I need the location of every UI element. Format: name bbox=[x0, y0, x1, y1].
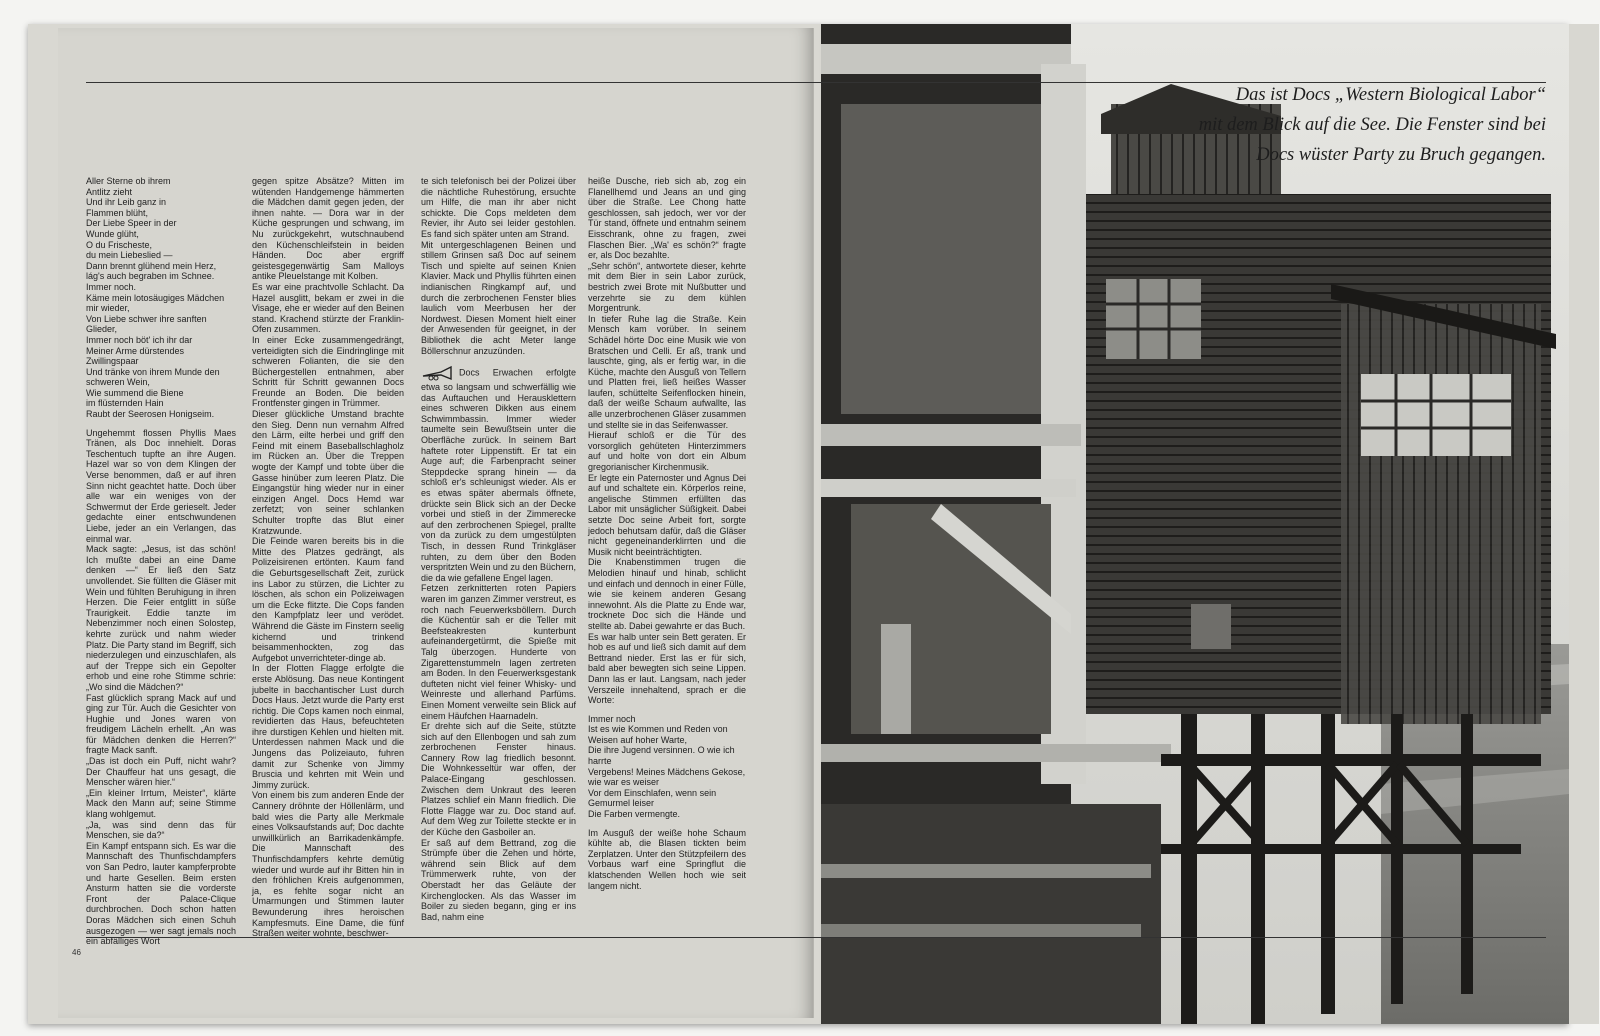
paragraph: Mit untergeschlagenen Beinen und stillem Grinsen saß Doc auf seinem Tisch und spielte auf seinen Knien Klavier. Mack und Phyllis führten einen indianischen Ringkampf auf, und durch die zerbrochenen Fenster blies laulich vom Meerbusen her der Nordwest. Diesen Moment hielt einer der Anwesenden für geeignet, in der Bibliothek die acht Meter lange Böllerschnur anzuzünden. bbox=[421, 239, 576, 356]
paragraph: „Das ist doch ein Puff, nicht wahr? Der Chauffeur hat uns gesagt, die Menscher wären hier.“ bbox=[86, 756, 236, 788]
paragraph: „Ein kleiner Irrtum, Meister“, klärte Mack den Mann auf; seine Stimme klang wohlgemut. bbox=[86, 787, 236, 820]
bottom-rule bbox=[86, 937, 1546, 938]
paragraph: Fetzen zerknitterten roten Papiers waren im ganzen Zimmer verstreut, es roch nach Feuerwerksböllern. Durch die Küchentür sah er die Teller mit Beefsteakresten kunterbunt aufeinandergetürmt, die Spieße mit Talg überzogen. Hunderte von Zigarettenstummeln lagen zertreten am Boden. In den Feuerwerksgestank dufteten nicht viel feiner Whisky- und Weinreste und allerhand Parfüms. Einen Moment verweilte sein Blick auf einem Häufchen Haarnadeln. bbox=[421, 583, 576, 721]
paragraph-with-vignette bbox=[421, 364, 576, 583]
building-on-stilts-photo bbox=[821, 24, 1569, 1024]
text-column-2 bbox=[252, 176, 404, 939]
paragraph: Von einem bis zum anderen Ende der Cannery dröhnte der Höllenlärm, und bald wies die Party alle Merkmale eines Volksaufstands auf; Doc dachte unwillkürlich an Barrikadenkämpfe. Die Mannschaft des Thunfischdampfers kehrte demütig wieder und wurde auf ihr Bitten hin in den fröhlichen Kreis aufgenommen, ja, es fehlte sogar nicht an Umarmungen und Stimmen lauter Bewunderung ihres heroischen Kampfesmuts. Eine Dame, die fünf Straßen weiter wohnte, beschwer- bbox=[252, 790, 404, 939]
paragraph: In einer Ecke zusammengedrängt, verteidigten sich die Eindringlinge mit schweren Folianten, die sie den Büchergestellen entnahmen, aber Schritt für Schritt gewannen Docs Freunde an Boden. Die beiden Frontfenster gingen in Trümmer. bbox=[252, 334, 404, 409]
paragraph: heiße Dusche, rieb sich ab, zog ein Flanellhemd und Jeans an und ging über die Straße. Lee Chong hatte geschlossen, sah jedoch, wer vor der Tür stand, öffnete und entnahm seinem Eisschrank, ohne zu fragen, zwei Flaschen Bier. „Wa' es schön?“ fragte er, als Doc bezahlte. bbox=[588, 176, 746, 261]
text-column-1 bbox=[86, 176, 236, 947]
paragraph: Es war halb unter sein Bett geraten. Er hob es auf und ließ sich damit auf dem Bettrand nieder. Erst las er für sich, bald aber bewegten sich seine Lippen. Dann las er laut. Langsam, nach jeder Verszeile innehaltend, sprach er die Worte: bbox=[588, 631, 746, 706]
text-column-4 bbox=[588, 176, 746, 891]
paragraph-text: Docs Erwachen erfolgte etwa so langsam und schwerfällig wie das Auftauchen und Herausklettern eines schweren Dikken aus einem Schwimmbassin. Immer wieder taumelte sein Bewußtsein unter die Oberfläche zurück. In seinem Bart haftete roter Lippenstift. Er tat ein Auge auf; die Farbenpracht seiner Steppdecke sprang hinein — da schloß er's schleunigst wieder. Als er es etwas später abermals öffnete, drückte sein Blick sich an der Decke vorbei und stieß in der Zimmerecke auf den zerbrochenen Spiegel, prallte von da zurück zu dem umgestülpten Tisch, in dessen Rund Trinkgläser ruhten, zu dem über den Boden verspritzten Wein und zu den Büchern, die da wie gefallene Engel lagen. bbox=[421, 367, 576, 583]
text-column-3 bbox=[421, 176, 576, 922]
page-number: 46 bbox=[72, 948, 81, 957]
paragraph: gegen spitze Absätze? Mitten im wütenden Handgemenge hämmerten die Mädchen damit gegen jeden, der ihnen nahte. — Dora war in der Küche gesprungen und schwang, im Nu zurückgekehrt, wutschnaubend den Küchenschleifstein in beiden Händen. Doc aber ergriff geistesgegenwärtig Sam Malloys antike Pleuelstange mit Kolben. bbox=[252, 176, 404, 282]
paragraph: Ein Kampf entspann sich. Es war die Mannschaft des Thunfischdampfers von San Pedro, lauter kampferprobte und harte Gesellen. Beim ersten Ansturm hatten sie die vorderste Front der Palace-Clique durchbrochen. Doch schon hatten Doras Mädchen sich einen Schuh ausgezogen — wer sagt jemals noch ein abfälliges Wort bbox=[86, 840, 236, 947]
paragraph: Er drehte sich auf die Seite, stützte sich auf den Ellenbogen und sah zum zerbrochenen Fenster hinaus. Cannery Row lag friedlich besonnt. Die Wohnkesseltür war offen, der Palace-Eingang geschlossen. Zwischen dem Unkraut des leeren Platzes schlief ein Mann friedlich. Die Flotte Flagge war zu. Doc stand auf. Auf dem Weg zur Toilette steckte er in der Küche den Gasboiler an. bbox=[421, 721, 576, 838]
paragraph: Es war eine prachtvolle Schlacht. Da Hazel ausglitt, bekam er zwei in die Visage, ehe er wieder auf den Beinen stand. Krachend stürzte der Franklin-Ofen zusammen. bbox=[252, 281, 404, 335]
paragraph: Dieser glückliche Umstand brachte den Sieg. Denn nun vernahm Alfred den Lärm, eilte herbei und griff den Feind mit einem Baseballschlagholz im Rücken an. Über die Treppen wogte der Kampf und tobte über die Gasse hinüber zum leeren Platz. Die Eingangstür hing wieder nur in einer einzigen Angel. Docs Hemd war zerfetzt; von seiner schlanken Schulter tropfte das Blut einer Kratzwunde. bbox=[252, 409, 404, 536]
magazine-spread bbox=[28, 24, 1568, 1024]
paragraph: „Ja, was sind denn das für Menschen, sie da?“ bbox=[86, 819, 236, 841]
paragraph: Mack sagte: „Jesus, ist das schön! Ich mußte dabei an eine Dame denken —“ Er ließ den Satz unvollendet. Sie füllten die Gläser mit Wein und fühlten Beruhigung in ihren Herzen. Die Feier entglitt in süße Traurigkeit. Eddie tanzte im Nebenzimmer noch einen Solostep, kehrte zurück und nahm wieder Platz. Die Party stand im Begriff, sich niederzulegen und einzuschlafen, als auf der Treppe sich ein Gepolter erhob und eine rohe Stimme schrie: „Wo sind die Mädchen?“ bbox=[86, 544, 236, 692]
caption-line: Das ist Docs „Western Biological Labor“ bbox=[1235, 85, 1546, 105]
poem-stanza: Aller Sterne ob ihrem Antlitz zieht Und ihr Leib ganz in Flammen blüht, Der Liebe Speer in der Wunde glüht, O du Frischeste, du mein Liebeslied — Dann brennt glühend mein Herz, lág's auch begraben im Schnee. Immer noch. Käme mein lotosäugiges Mädchen mir wieder, Von Liebe schwer ihre sanften Glieder, Immer noch böt' ich ihr dar Meiner Arme dürstendes Zwillingspaar Und tränke von ihrem Munde den schweren Wein, Wie summend die Biene im flüsternden Hain Raubt der Seerosen Honigseim. bbox=[86, 176, 225, 420]
poem-stanza: Immer noch Ist es wie Kommen und Reden von Weisen auf hoher Warte, Die ihre Jugend versinnen. O wie ich harrte Vergebens! Meines Mädchens Gekose, wie war es weiser Vor dem Einschlafen, wenn sein Gemurmel leiser Die Farben vermengte. bbox=[588, 713, 746, 820]
paragraph: Er legte ein Paternoster und Agnus Dei auf und schaltete ein. Körperlos reine, angelische Stimmen erfüllten das Labor mit unsäglicher Süßigkeit. Dabei setzte Doc seine Arbeit fort, sorgte jedoch behutsam dafür, daß die Gläser nicht gegeneinanderklirrten und die Musik nicht beeinträchtigten. bbox=[588, 472, 746, 557]
paragraph: Er saß auf dem Bettrand, zog die Strümpfe über die Zehen und hörte, während sein Blick auf dem Trümmerwerk ruhte, von der Oberstadt her das Geläute der Kirchenglocken. Als das Wasser im Boiler zu sieden begann, ging er ins Bad, nahm eine bbox=[421, 837, 576, 922]
paragraph: Die Feinde waren bereits bis in die Mitte des Platzes gedrängt, als Polizeisirenen ertönten. Kaum fand die Geburtsgesellschaft Zeit, zurück ins Labor zu stürzen, die Lichter zu löschen, als schon ein Polizeiwagen um die Ecke flitzte. Die Cops fanden den Kampfplatz leer und verödet. Während die Gäste im Finstern seelig kichernd und trinkend beisammenhockten, zog das Aufgebot unverrichteter-dinge ab. bbox=[252, 536, 404, 663]
paragraph: „Sehr schön“, antwortete dieser, kehrte mit dem Bier in sein Labor zurück, bestrich zwei Brote mit Nußbutter und verzehrte sie zu dem kühlen Morgentrunk. bbox=[588, 260, 746, 314]
paragraph: Hierauf schloß er die Tür des vorsorglich gehüteten Hinterzimmers auf und holte von dort ein Album gregorianischer Kirchenmusik. bbox=[588, 430, 746, 473]
caption-line: mit dem Blick auf die See. Die Fenster sind bei bbox=[1198, 115, 1546, 135]
paragraph: Im Ausguß der weiße hohe Schaum kühlte ab, die Blasen tickten beim Zerplatzen. Unter den Stützpfeilern des Vorbaus warf eine Springflut die klatschenden Wellen hoch wie seit langem nicht. bbox=[588, 827, 746, 891]
paragraph: Ungehemmt flossen Phyllis Maes Tränen, als Doc innehielt. Doras Teschentuch tupfte an ihre Augen. Hazel war so von dem Klingen der Verse benommen, daß er auf ihren Sinn nicht geachtet hatte. Doch über alle war ein weniges von der Schwermut der Erde gerieselt. Jeder gedachte einer entschwundenen Liebe, jeder an ein Verlangen, das einmal war. bbox=[86, 427, 236, 544]
paragraph: In tiefer Ruhe lag die Straße. Kein Mensch kam vorüber. In seinem Schädel hörte Doc eine Musik wie von Bratschen und Celli. Er aß, trank und lauschte, ging, als er fertig war, in die Küche, machte den Ausguß von Tellern und Platten frei, ließ heißes Wasser laufen, schüttelte Seifenflocken hinein, daß der weiße Schaum aufwallte, las alle unzerbrochenen Gläser zusammen und stellte sie in das Seifenwasser. bbox=[588, 313, 746, 430]
paragraph: Die Knabenstimmen trugen die Melodien hinauf und hinab, schlicht und einfach und dennoch in einer Fülle, wie sie keinem anderen Gesang innewohnt. Als die Platte zu Ende war, trocknete Doc sich die Hände und stellte ab. Dabei gewahrte er das Buch. bbox=[588, 557, 746, 631]
right-page bbox=[819, 24, 1599, 1024]
photo-caption bbox=[1026, 80, 1546, 170]
trumpet-vignette-icon bbox=[421, 364, 455, 382]
paragraph: te sich telefonisch bei der Polizei über die nächtliche Ruhestörung, ersuchte um Hilfe, die man ihr aber nicht schickte. Die Cops meldeten dem Revier, ihr Auto sei leider gestohlen. Es fand sich später unten am Strand. bbox=[421, 176, 576, 239]
paragraph: In der Flotten Flagge erfolgte die erste Ablösung. Das neue Kontingent jubelte in bacchantischer Lust durch Docs Haus. Jetzt wurde die Party erst richtig. Die Cops kamen noch einmal, revidierten das Haus, befeuchteten ihre durstigen Kehlen und hielten mit. Unterdessen nahmen Mack und die Jungens das Polizeiauto, fuhren damit zur Schenke von Jimmy Bruscia und kehrten mit Wein und Jimmy zurück. bbox=[252, 663, 404, 790]
caption-line: Docs wüster Party zu Bruch gegangen. bbox=[1256, 145, 1546, 165]
paragraph: Fast glücklich sprang Mack auf und ging zur Tür. Auch die Gesichter von Hughie und Jones waren von freudigem Lächeln erhellt. „An was für Mädchen denken die Herren?“ fragte Mack sanft. bbox=[86, 692, 236, 756]
